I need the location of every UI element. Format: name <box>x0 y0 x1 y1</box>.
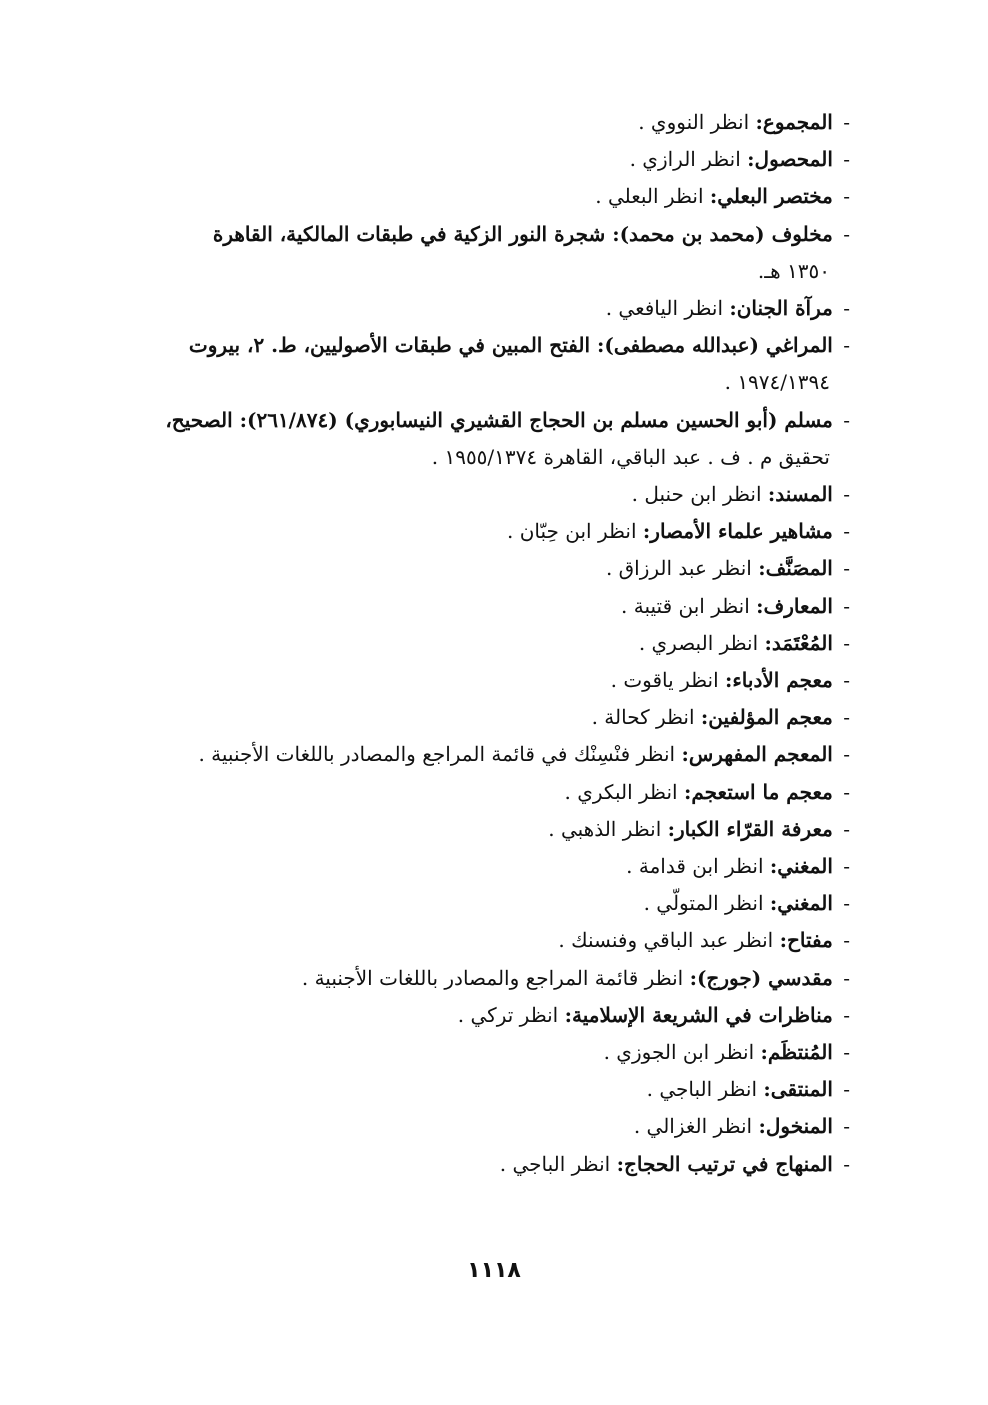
entry-heading: معرفة القرّاء الكبار: <box>667 816 833 841</box>
entry-dash: - <box>836 1040 850 1065</box>
entry-heading: مقدسي (جورج): <box>689 965 833 990</box>
entry-heading: مخلوف (محمد بن محمد): شجرة النور الزكية في طبقات المالكية، القاهرة <box>212 221 833 246</box>
entry-dash: - <box>836 854 850 879</box>
entry-heading: المعجم المفهرس: <box>681 742 833 767</box>
entry-heading: المغني: <box>769 854 833 879</box>
bibliography-entry <box>96 811 850 848</box>
entry-dash: - <box>836 147 850 172</box>
entry-heading: المصَنَّف: <box>758 556 833 581</box>
bibliography-entry <box>96 774 850 811</box>
entry-heading: معجم المؤلفين: <box>700 705 833 730</box>
entry-dash: - <box>836 407 850 432</box>
entry-continuation: تحقيق م . ف . عبد الباقي، القاهرة ١٩٥٥/١٣٧٤ . <box>431 444 830 469</box>
entry-reference: انظر الباجي . <box>499 1151 611 1176</box>
bibliography-entry <box>96 1071 850 1108</box>
bibliography-entry <box>96 1034 850 1071</box>
entry-dash: - <box>836 668 850 693</box>
entry-heading: المراغي (عبدالله مصطفى): الفتح المبين في طبقات الأصوليين، ط. ٢، بيروت <box>188 333 833 358</box>
entry-continuation: ١٣٥٠ هـ. <box>757 258 830 283</box>
entry-reference: انظر ابن الجوزي . <box>603 1040 755 1065</box>
bibliography-entry <box>96 960 850 997</box>
entry-heading: مفتاح: <box>779 928 833 953</box>
entry-reference: انظر الذهبي . <box>548 816 662 841</box>
entry-heading: معجم الأدباء: <box>725 668 833 693</box>
entry-dash: - <box>836 221 850 246</box>
entry-reference: انظر عبد الباقي وفنسنك . <box>558 928 774 953</box>
bibliography-entry <box>96 1108 850 1145</box>
bibliography-entry <box>96 997 850 1034</box>
bibliography-entry <box>96 848 850 885</box>
entry-heading: مسلم (أبو الحسين مسلم بن الحجاج القشيري النيسابوري) (٢٦١/٨٧٤): الصحيح، <box>165 407 833 432</box>
bibliography-list <box>96 104 850 1183</box>
entry-dash: - <box>836 593 850 618</box>
entry-reference: انظر البصري . <box>638 630 759 655</box>
entry-heading: معجم ما استعجم: <box>683 779 833 804</box>
bibliography-entry <box>96 625 850 662</box>
bibliography-entry <box>96 662 850 699</box>
entry-reference: انظر النووي . <box>638 110 750 134</box>
entry-reference: انظر ابن قدامة . <box>626 854 764 879</box>
entry-dash: - <box>836 1151 850 1176</box>
bibliography-entry <box>96 550 850 587</box>
entry-dash: - <box>836 816 850 841</box>
entry-reference: انظر البعلي . <box>595 184 704 209</box>
entry-dash: - <box>836 296 850 321</box>
entry-reference: انظر فنْسِنْك في قائمة المراجع والمصادر باللغات الأجنبية . <box>198 742 676 767</box>
entry-heading: المنهاج في ترتيب الحجاج: <box>616 1151 833 1176</box>
entry-heading: المسند: <box>767 482 833 507</box>
entry-heading: المنخول: <box>758 1114 833 1139</box>
entry-dash: - <box>836 891 850 916</box>
bibliography-entry <box>96 513 850 550</box>
bibliography-entry <box>96 922 850 959</box>
entry-heading: المنتقى: <box>763 1077 833 1102</box>
bibliography-entry <box>96 476 850 513</box>
entry-heading: المحصول: <box>747 147 833 172</box>
entry-dash: - <box>836 1002 850 1027</box>
entry-dash: - <box>836 482 850 507</box>
entry-heading: مختصر البعلي: <box>709 184 833 209</box>
entry-reference: انظر تركي . <box>457 1002 559 1027</box>
entry-reference: انظر الرازي . <box>629 147 741 172</box>
entry-reference: انظر الغزالي . <box>633 1114 753 1139</box>
entry-reference: انظر اليافعي . <box>605 296 723 321</box>
entry-dash: - <box>836 630 850 655</box>
entry-dash: - <box>836 705 850 730</box>
entry-heading: مناظرات في الشريعة الإسلامية: <box>564 1002 833 1027</box>
bibliography-entry <box>96 327 850 401</box>
bibliography-entry <box>96 104 850 141</box>
entry-reference: انظر ابن حنبل . <box>631 482 762 507</box>
entry-reference: انظر الباجي . <box>646 1077 758 1102</box>
entry-dash: - <box>836 556 850 581</box>
bibliography-entry <box>96 141 850 178</box>
entry-dash: - <box>836 333 850 358</box>
bibliography-entry <box>96 290 850 327</box>
entry-dash: - <box>836 1077 850 1102</box>
entry-heading: المعارف: <box>756 593 833 618</box>
page-number: ١١١٨ <box>467 1258 521 1283</box>
entry-dash: - <box>836 184 850 209</box>
bibliography-entry <box>96 1146 850 1183</box>
entry-reference: انظر ابن حِبّان . <box>507 519 637 544</box>
bibliography-entry <box>96 402 850 476</box>
entry-dash: - <box>836 928 850 953</box>
bibliography-entry <box>96 216 850 290</box>
entry-dash: - <box>836 1114 850 1139</box>
entry-heading: مشاهير علماء الأمصار: <box>642 519 833 544</box>
entry-dash: - <box>836 779 850 804</box>
entry-heading: المغني: <box>769 891 833 916</box>
entry-reference: انظر قائمة المراجع والمصادر باللغات الأجنبية . <box>301 965 684 990</box>
entry-heading: المجموع: <box>755 110 833 134</box>
entry-reference: انظر المتولّي . <box>643 891 764 916</box>
entry-heading: المُنتظَم: <box>760 1040 833 1065</box>
bibliography-entry <box>96 885 850 922</box>
entry-reference: انظر ياقوت . <box>610 668 719 693</box>
entry-dash: - <box>836 519 850 544</box>
entry-dash: - <box>836 110 850 134</box>
entry-dash: - <box>836 965 850 990</box>
entry-dash: - <box>836 742 850 767</box>
entry-continuation: ١٩٧٤/١٣٩٤ . <box>724 370 830 395</box>
entry-reference: انظر كحالة . <box>591 705 695 730</box>
bibliography-entry <box>96 699 850 736</box>
entry-heading: المُعْتَمَد: <box>764 630 833 655</box>
bibliography-entry <box>96 588 850 625</box>
entry-heading: مرآة الجنان: <box>729 296 833 321</box>
bibliography-entry <box>96 178 850 215</box>
entry-reference: انظر ابن قتيبة . <box>621 593 750 618</box>
entry-reference: انظر البكري . <box>564 779 678 804</box>
bibliography-entry <box>96 736 850 773</box>
entry-reference: انظر عبد الرزاق . <box>605 556 752 581</box>
